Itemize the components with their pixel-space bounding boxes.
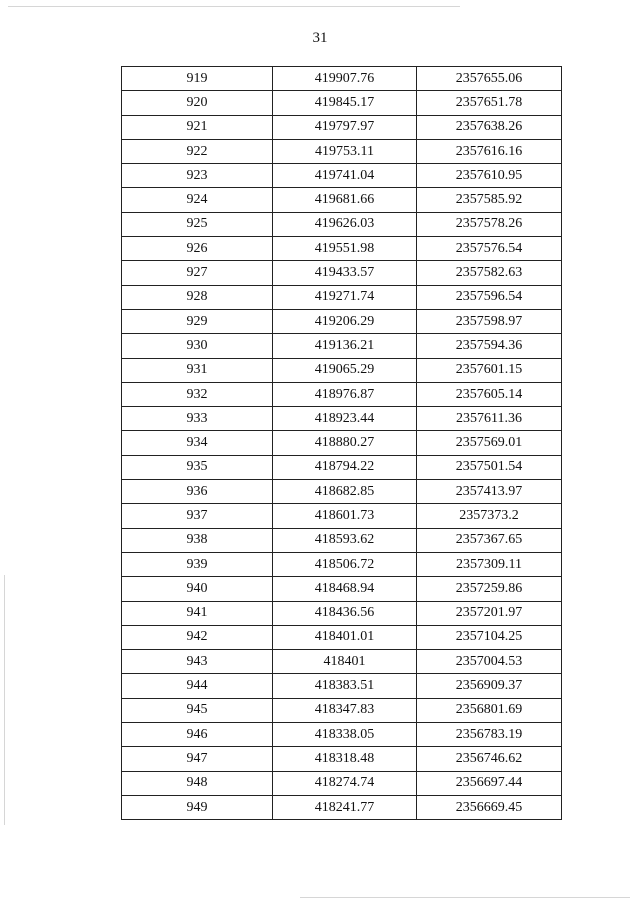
table-row bbox=[122, 67, 562, 91]
x-coordinate-cell: 418401 bbox=[273, 650, 417, 674]
x-coordinate-cell: 419433.57 bbox=[273, 261, 417, 285]
y-coordinate-cell: 2356909.37 bbox=[417, 674, 562, 698]
x-coordinate-cell: 419907.76 bbox=[273, 67, 417, 91]
table-row bbox=[122, 504, 562, 528]
x-coordinate-cell: 418468.94 bbox=[273, 577, 417, 601]
point-number-cell: 933 bbox=[122, 407, 273, 431]
point-number-cell: 919 bbox=[122, 67, 273, 91]
x-coordinate-cell: 419065.29 bbox=[273, 358, 417, 382]
table-row bbox=[122, 723, 562, 747]
point-number-cell: 937 bbox=[122, 504, 273, 528]
y-coordinate-cell: 2357576.54 bbox=[417, 237, 562, 261]
y-coordinate-cell: 2357596.54 bbox=[417, 285, 562, 309]
y-coordinate-cell: 2357501.54 bbox=[417, 455, 562, 479]
table-row bbox=[122, 285, 562, 309]
table-row bbox=[122, 431, 562, 455]
table-row bbox=[122, 650, 562, 674]
x-coordinate-cell: 419741.04 bbox=[273, 164, 417, 188]
point-number-cell: 930 bbox=[122, 334, 273, 358]
table-row bbox=[122, 795, 562, 819]
point-number-cell: 924 bbox=[122, 188, 273, 212]
table-row bbox=[122, 212, 562, 236]
y-coordinate-cell: 2357601.15 bbox=[417, 358, 562, 382]
x-coordinate-cell: 419681.66 bbox=[273, 188, 417, 212]
y-coordinate-cell: 2357651.78 bbox=[417, 91, 562, 115]
point-number-cell: 936 bbox=[122, 480, 273, 504]
point-number-cell: 925 bbox=[122, 212, 273, 236]
point-number-cell: 927 bbox=[122, 261, 273, 285]
point-number-cell: 932 bbox=[122, 382, 273, 406]
table-row bbox=[122, 771, 562, 795]
x-coordinate-cell: 419136.21 bbox=[273, 334, 417, 358]
table-row bbox=[122, 455, 562, 479]
x-coordinate-cell: 419626.03 bbox=[273, 212, 417, 236]
table-row bbox=[122, 237, 562, 261]
table-row bbox=[122, 261, 562, 285]
y-coordinate-cell: 2356801.69 bbox=[417, 698, 562, 722]
point-number-cell: 947 bbox=[122, 747, 273, 771]
point-number-cell: 929 bbox=[122, 309, 273, 333]
table-row bbox=[122, 601, 562, 625]
y-coordinate-cell: 2357605.14 bbox=[417, 382, 562, 406]
x-coordinate-cell: 418347.83 bbox=[273, 698, 417, 722]
point-number-cell: 938 bbox=[122, 528, 273, 552]
table-row bbox=[122, 115, 562, 139]
x-coordinate-cell: 418601.73 bbox=[273, 504, 417, 528]
table-row bbox=[122, 577, 562, 601]
y-coordinate-cell: 2356783.19 bbox=[417, 723, 562, 747]
point-number-cell: 939 bbox=[122, 552, 273, 576]
y-coordinate-cell: 2357616.16 bbox=[417, 139, 562, 163]
x-coordinate-cell: 418318.48 bbox=[273, 747, 417, 771]
y-coordinate-cell: 2356746.62 bbox=[417, 747, 562, 771]
y-coordinate-cell: 2357578.26 bbox=[417, 212, 562, 236]
point-number-cell: 944 bbox=[122, 674, 273, 698]
table-row bbox=[122, 674, 562, 698]
y-coordinate-cell: 2357201.97 bbox=[417, 601, 562, 625]
x-coordinate-cell: 419551.98 bbox=[273, 237, 417, 261]
point-number-cell: 922 bbox=[122, 139, 273, 163]
table-row bbox=[122, 164, 562, 188]
x-coordinate-cell: 418383.51 bbox=[273, 674, 417, 698]
scan-left-edge-line bbox=[4, 575, 5, 825]
x-coordinate-cell: 418436.56 bbox=[273, 601, 417, 625]
x-coordinate-cell: 419206.29 bbox=[273, 309, 417, 333]
point-number-cell: 946 bbox=[122, 723, 273, 747]
point-number-cell: 948 bbox=[122, 771, 273, 795]
point-number-cell: 945 bbox=[122, 698, 273, 722]
table-row bbox=[122, 625, 562, 649]
table-row bbox=[122, 309, 562, 333]
y-coordinate-cell: 2357373.2 bbox=[417, 504, 562, 528]
point-number-cell: 942 bbox=[122, 625, 273, 649]
point-number-cell: 920 bbox=[122, 91, 273, 115]
point-number-cell: 935 bbox=[122, 455, 273, 479]
x-coordinate-cell: 419797.97 bbox=[273, 115, 417, 139]
y-coordinate-cell: 2357598.97 bbox=[417, 309, 562, 333]
x-coordinate-cell: 418682.85 bbox=[273, 480, 417, 504]
x-coordinate-cell: 418274.74 bbox=[273, 771, 417, 795]
y-coordinate-cell: 2357585.92 bbox=[417, 188, 562, 212]
y-coordinate-cell: 2356669.45 bbox=[417, 795, 562, 819]
table-row bbox=[122, 698, 562, 722]
table-row bbox=[122, 552, 562, 576]
y-coordinate-cell: 2357004.53 bbox=[417, 650, 562, 674]
x-coordinate-cell: 418401.01 bbox=[273, 625, 417, 649]
x-coordinate-cell: 418593.62 bbox=[273, 528, 417, 552]
point-number-cell: 928 bbox=[122, 285, 273, 309]
point-number-cell: 926 bbox=[122, 237, 273, 261]
x-coordinate-cell: 419271.74 bbox=[273, 285, 417, 309]
point-number-cell: 949 bbox=[122, 795, 273, 819]
x-coordinate-cell: 418241.77 bbox=[273, 795, 417, 819]
x-coordinate-cell: 418338.05 bbox=[273, 723, 417, 747]
table-row bbox=[122, 382, 562, 406]
y-coordinate-cell: 2357259.86 bbox=[417, 577, 562, 601]
page-number: 31 bbox=[312, 30, 328, 46]
coordinates-table bbox=[121, 66, 562, 820]
table-row bbox=[122, 747, 562, 771]
y-coordinate-cell: 2357610.95 bbox=[417, 164, 562, 188]
y-coordinate-cell: 2357655.06 bbox=[417, 67, 562, 91]
x-coordinate-cell: 419753.11 bbox=[273, 139, 417, 163]
point-number-cell: 943 bbox=[122, 650, 273, 674]
x-coordinate-cell: 418923.44 bbox=[273, 407, 417, 431]
point-number-cell: 941 bbox=[122, 601, 273, 625]
table-row bbox=[122, 407, 562, 431]
point-number-cell: 931 bbox=[122, 358, 273, 382]
y-coordinate-cell: 2356697.44 bbox=[417, 771, 562, 795]
scan-bottom-edge-line bbox=[300, 897, 630, 898]
table-row bbox=[122, 139, 562, 163]
x-coordinate-cell: 419845.17 bbox=[273, 91, 417, 115]
y-coordinate-cell: 2357638.26 bbox=[417, 115, 562, 139]
table-row bbox=[122, 528, 562, 552]
y-coordinate-cell: 2357309.11 bbox=[417, 552, 562, 576]
table-row bbox=[122, 480, 562, 504]
coordinates-table-body bbox=[122, 67, 562, 820]
x-coordinate-cell: 418976.87 bbox=[273, 382, 417, 406]
table-row bbox=[122, 334, 562, 358]
point-number-cell: 923 bbox=[122, 164, 273, 188]
y-coordinate-cell: 2357611.36 bbox=[417, 407, 562, 431]
y-coordinate-cell: 2357594.36 bbox=[417, 334, 562, 358]
x-coordinate-cell: 418794.22 bbox=[273, 455, 417, 479]
x-coordinate-cell: 418506.72 bbox=[273, 552, 417, 576]
point-number-cell: 940 bbox=[122, 577, 273, 601]
scan-top-edge-line bbox=[8, 6, 460, 7]
table-row bbox=[122, 188, 562, 212]
point-number-cell: 934 bbox=[122, 431, 273, 455]
y-coordinate-cell: 2357104.25 bbox=[417, 625, 562, 649]
table-row bbox=[122, 91, 562, 115]
y-coordinate-cell: 2357413.97 bbox=[417, 480, 562, 504]
y-coordinate-cell: 2357582.63 bbox=[417, 261, 562, 285]
table-row bbox=[122, 358, 562, 382]
y-coordinate-cell: 2357367.65 bbox=[417, 528, 562, 552]
x-coordinate-cell: 418880.27 bbox=[273, 431, 417, 455]
point-number-cell: 921 bbox=[122, 115, 273, 139]
y-coordinate-cell: 2357569.01 bbox=[417, 431, 562, 455]
